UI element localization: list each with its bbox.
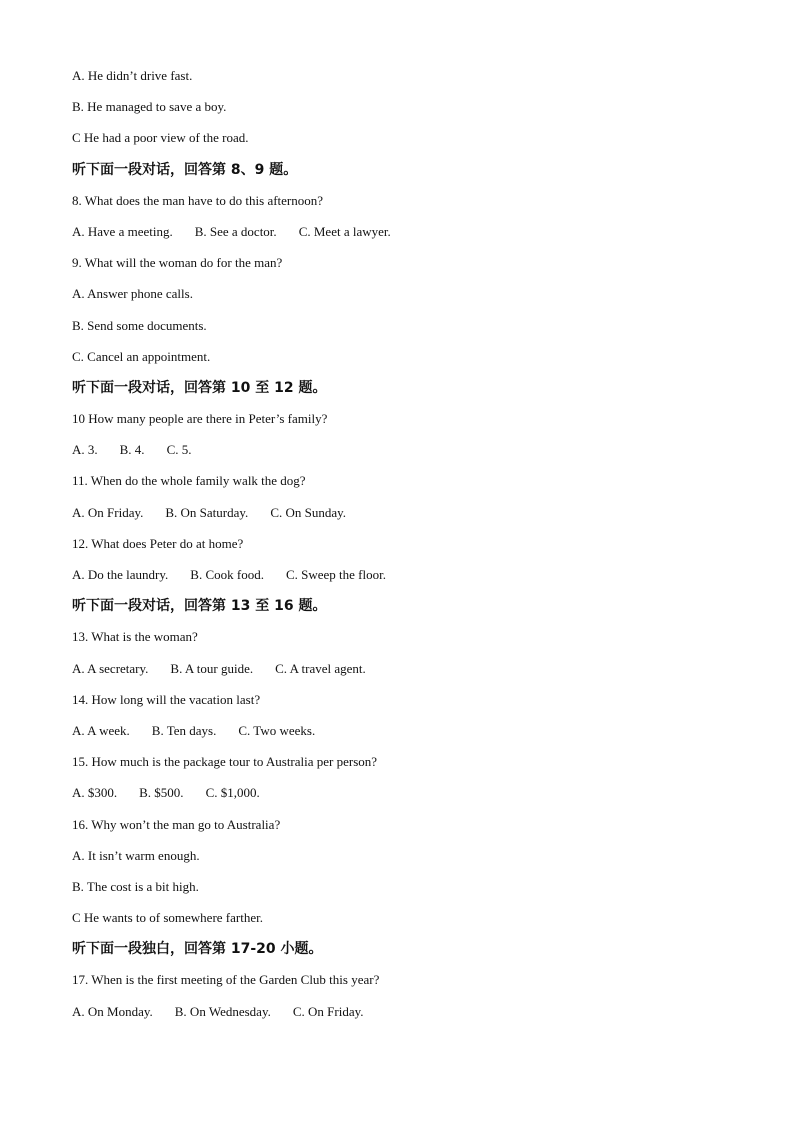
answer-option: A. $300.: [72, 785, 118, 801]
answer-option: B. On Saturday.: [165, 504, 249, 520]
question-line: 10 How many people are there in Peter’s family?: [72, 411, 328, 427]
document-page: [72, 66, 752, 1033]
answer-option: A. 3.: [72, 442, 98, 458]
answer-option: A. On Monday.: [72, 1003, 153, 1019]
question-line: 13. What is the woman?: [72, 629, 198, 645]
answer-option: B. See a doctor.: [194, 223, 277, 239]
question-line: B. He managed to save a boy.: [72, 99, 227, 115]
question-line: C He had a poor view of the road.: [72, 130, 249, 146]
answer-option: A. Do the laundry.: [72, 567, 169, 582]
answer-option: A. A week.: [72, 722, 130, 738]
answer-option: C. A travel agent.: [275, 660, 366, 676]
answer-option: C. $1,000.: [205, 785, 260, 801]
answer-option: A. Have a meeting.: [72, 223, 173, 239]
answer-option: B. Cook food.: [190, 567, 264, 582]
answer-options-row: [72, 565, 752, 596]
answer-options-row: [72, 1002, 752, 1033]
answer-option: B. 4.: [119, 442, 145, 458]
question-line: 17. When is the first meeting of the Garden Club this year?: [72, 972, 380, 988]
answer-options-row: [72, 659, 752, 690]
section-heading: 听下面一段对话，回答第 8、9 题。: [72, 161, 298, 178]
answer-option: A. A secretary.: [72, 660, 149, 676]
answer-option: C. On Friday.: [292, 1003, 364, 1019]
question-line: 16. Why won’t the man go to Australia?: [72, 816, 281, 832]
section-heading: 听下面一段对话，回答第 10 至 12 题。: [72, 379, 327, 396]
answer-option: C. 5.: [166, 442, 192, 458]
answer-options-row: [72, 721, 752, 752]
answer-options-row: [72, 503, 752, 534]
section-heading: 听下面一段独白，回答第 17-20 小题。: [72, 941, 323, 958]
answer-option: C. Meet a lawyer.: [298, 223, 391, 239]
answer-option: B. A tour guide.: [170, 660, 254, 676]
answer-option: B. Ten days.: [151, 722, 217, 738]
question-line: 9. What will the woman do for the man?: [72, 255, 283, 271]
question-line: B. Send some documents.: [72, 317, 207, 333]
answer-option: B. On Wednesday.: [174, 1003, 271, 1019]
question-line: C. Cancel an appointment.: [72, 348, 211, 364]
answer-option: B. $500.: [139, 785, 184, 801]
question-line: A. He didn’t drive fast.: [72, 68, 193, 83]
question-line: A. Answer phone calls.: [72, 286, 193, 302]
question-line: 14. How long will the vacation last?: [72, 691, 261, 707]
answer-option: A. On Friday.: [72, 504, 144, 520]
question-line: 11. When do the whole family walk the dog?: [72, 473, 306, 489]
answer-option: C. On Sunday.: [270, 504, 347, 520]
question-line: B. The cost is a bit high.: [72, 878, 199, 894]
question-line: 8. What does the man have to do this afternoon?: [72, 192, 324, 208]
section-heading: 听下面一段对话，回答第 13 至 16 题。: [72, 598, 327, 615]
answer-options-row: [72, 783, 752, 814]
answer-options-row: [72, 440, 752, 471]
question-line: A. It isn’t warm enough.: [72, 847, 200, 863]
answer-option: C. Sweep the floor.: [285, 567, 386, 582]
answer-option: C. Two weeks.: [238, 722, 316, 738]
question-line: 15. How much is the package tour to Australia per person?: [72, 754, 378, 770]
question-line: C He wants to of somewhere farther.: [72, 910, 263, 926]
answer-options-row: [72, 222, 752, 253]
question-line: 12. What does Peter do at home?: [72, 535, 244, 551]
